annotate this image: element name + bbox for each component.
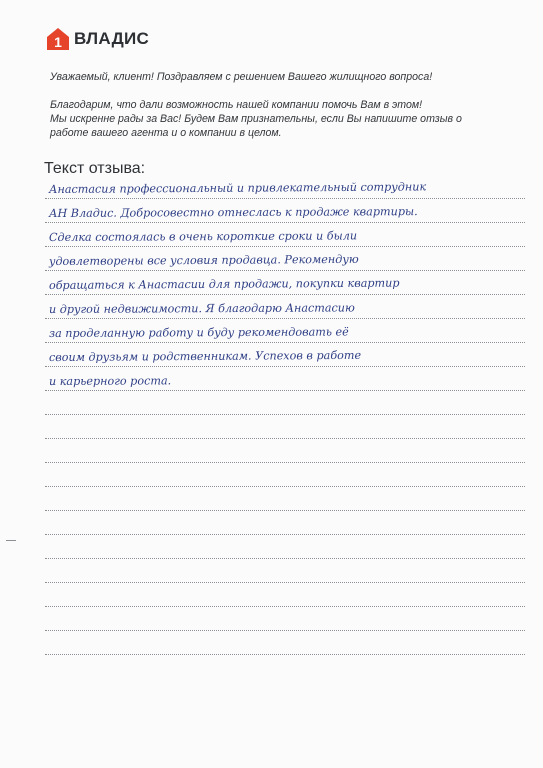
brand-name: ВЛАДИС xyxy=(74,29,150,48)
writing-line xyxy=(45,366,525,367)
greeting-text: Уважаемый, клиент! Поздравляем с решением Вашего жилищного вопроса! xyxy=(50,71,433,83)
handwritten-line: и другой недвижимости. Я благодарю Анастасию xyxy=(48,301,355,316)
handwritten-line: обращаться к Анастасии для продажи, покупки квартир xyxy=(48,276,400,292)
writing-line xyxy=(45,198,525,199)
writing-line xyxy=(45,630,525,631)
house-icon xyxy=(46,27,70,51)
thanks-text: Благодарим, что дали возможность нашей компании помочь Вам в этом! xyxy=(50,99,423,111)
writing-line xyxy=(45,486,525,487)
writing-line xyxy=(45,534,525,535)
logo-digit: 1 xyxy=(54,34,62,50)
writing-line xyxy=(45,606,525,607)
writing-line xyxy=(45,294,525,295)
writing-line xyxy=(45,654,525,655)
writing-line xyxy=(45,318,525,319)
writing-line xyxy=(45,390,525,391)
writing-line xyxy=(45,246,525,247)
review-label: Текст отзыва: xyxy=(44,160,146,177)
writing-line xyxy=(45,222,525,223)
request-text: Мы искренне рады за Вас! Будем Вам признательны, если Вы напишите отзыв о работе вашего агента и о компании в целом. xyxy=(50,113,462,139)
scan-margin-mark xyxy=(6,540,16,541)
writing-line xyxy=(45,510,525,511)
writing-line xyxy=(45,438,525,439)
writing-line xyxy=(45,414,525,415)
handwritten-line: Анастасия профессиональный и привлекательный сотрудник xyxy=(48,180,427,196)
handwritten-line: и карьерного роста. xyxy=(48,374,172,388)
writing-line xyxy=(45,558,525,559)
writing-line xyxy=(45,462,525,463)
writing-line xyxy=(45,342,525,343)
writing-line xyxy=(45,582,525,583)
review-text-area xyxy=(45,180,525,664)
handwritten-line: АН Владис. Добросовестно отнеслась к продаже квартиры. xyxy=(48,205,418,220)
handwritten-line: удовлетворены все условия продавца. Рекомендую xyxy=(48,252,359,268)
brand-logo xyxy=(46,26,149,52)
handwritten-line: Сделка состоялась в очень короткие сроки и были xyxy=(48,229,358,244)
handwritten-line: своим друзьям и родственникам. Успехов в работе xyxy=(48,348,362,364)
writing-line xyxy=(45,270,525,271)
handwritten-line: за проделанную работу и буду рекомендовать её xyxy=(48,325,349,340)
